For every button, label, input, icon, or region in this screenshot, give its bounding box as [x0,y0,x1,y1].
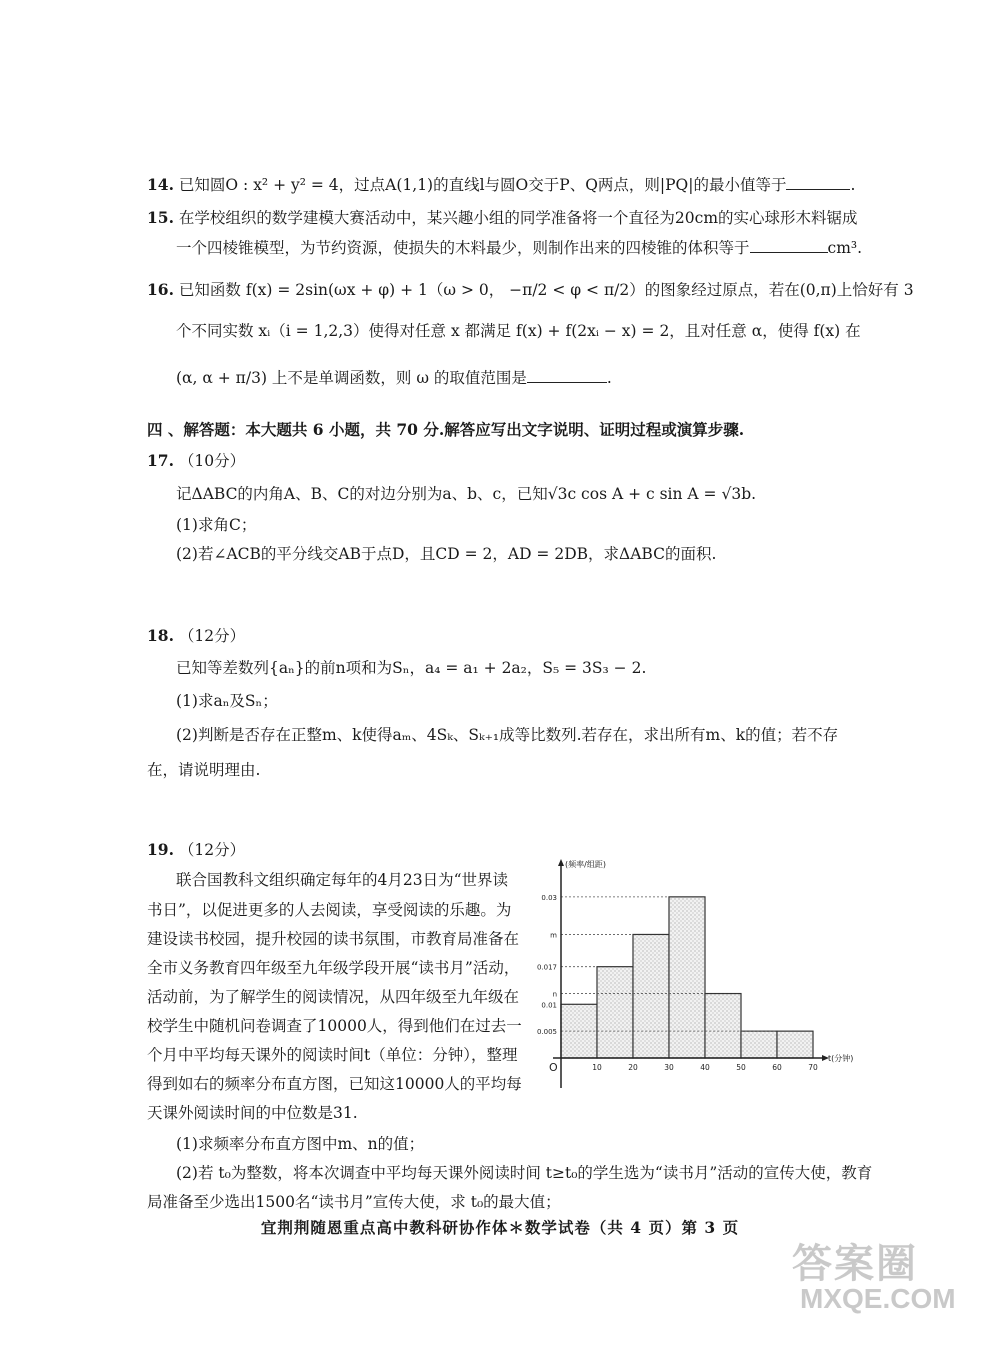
q18-score: （12分） [178,627,246,645]
q18-number: 18. [147,626,174,645]
y-tick-label: 0.01 [541,1001,557,1010]
section-heading: 四 、解答题：本大题共 6 小题，共 70 分.解答应写出文字说明、证明过程或演算步骤. [147,420,745,439]
q19-header [147,839,245,861]
y-tick-label: 0.03 [541,893,557,902]
q15-answer-blank [750,238,828,253]
q19-line-7: 得到如右的频率分布直方图，已知这10000人的平均每 [147,1075,522,1093]
histogram-bar [633,934,669,1058]
q14-number: 14. [147,175,174,194]
q15-number: 15. [147,208,174,227]
q17-stem: 记ΔABC的内角A、B、C的对边分别为a、b、c，已知√3c cos A + c sin A = √3b. [176,485,757,503]
histogram-bar [777,1031,813,1058]
q18-part2: (2)判断是否存在正整m、k使得aₘ、4Sₖ、Sₖ₊₁成等比数列.若存在，求出所有m、k的值；若不存 [176,726,839,744]
q17-part1: (1)求角C； [176,516,257,534]
y-tick-label: n [552,990,557,999]
x-tick-label: 20 [628,1063,638,1072]
page-footer: 宜荆荆随恩重点高中教科研协作体＊数学试卷（共 4 页）第 3 页 [260,1218,740,1237]
q19-number: 19. [147,840,174,859]
q19-part2-cont: 局准备至少选出1500名“读书月”宣传大使，求 t₀的最大值； [147,1193,561,1211]
histogram-bar [705,994,741,1058]
q18-part1: (1)求aₙ及Sₙ； [176,692,278,710]
q16-text-1: 已知函数 f(x) = 2sin(ωx + φ) + 1（ω > 0， −π/2 < φ < π/2）的图象经过原点，若在(0,π)上恰好有 3 [178,281,914,299]
x-tick-label: 10 [592,1063,602,1072]
histogram-bar [669,897,705,1058]
q16-end: . [606,369,612,387]
q15-unit: cm³. [827,239,863,257]
q19-line-0: 联合国教科文组织确定每年的4月23日为“世界读 [176,871,509,889]
q15-text-2: 一个四棱锥模型，为节约资源，使损失的木料最少，则制作出来的四棱锥的体积等于 [176,239,750,257]
q16-text-2: 个不同实数 xᵢ（i = 1,2,3）使得对任意 x 都满足 f(x) + f(2xᵢ − x) = 2，且对任意 α，使得 f(x) 在 [176,322,861,340]
q18-header [147,625,245,647]
q19-line-6: 个月中平均每天课外的阅读时间t（单位：分钟），整理 [147,1046,518,1064]
q15-text-1: 在学校组织的数学建模大赛活动中，某兴趣小组的同学准备将一个直径为20cm的实心球形木料锯成 [178,209,858,227]
histogram-bars [561,897,813,1058]
q16-number: 16. [147,280,174,299]
q17-header [147,450,245,472]
q18-part2-cont: 在，请说明理由. [147,761,261,779]
q16-answer-blank [527,368,607,383]
x-tick-label: 40 [700,1063,710,1072]
q15-line1 [147,207,858,229]
x-axis-label: t(分钟) [828,1054,854,1063]
q19-score: （12分） [178,841,246,859]
q16-text-3: (α, α + π/3) 上不是单调函数，则 ω 的取值范围是 [176,369,527,387]
y-tick-label: 0.005 [536,1028,557,1037]
x-tick-label: 50 [736,1063,746,1072]
q17-part2: (2)若∠ACB的平分线交AB于点D，且CD = 2，AD = 2DB，求ΔABC的面积. [176,545,717,563]
x-tick-label: 60 [772,1063,782,1072]
y-axis-label: (频率/组距) [565,860,606,869]
frequency-histogram [530,858,854,1098]
q19-line-1: 书日”，以促进更多的人去阅读，享受阅读的乐趣。为 [147,901,512,919]
q16-line1 [147,279,914,301]
q14-text: 已知圆O : x² + y² = 4，过点A(1,1)的直线l与圆O交于P、Q两点，则|PQ|的最小值等于 [178,176,787,194]
q19-line-8: 天课外阅读时间的中位数是31. [147,1104,358,1122]
q16-line3 [176,367,612,389]
q19-part1: (1)求频率分布直方图中m、n的值； [176,1135,425,1153]
q16-line2 [176,320,861,342]
q17-score: （10分） [178,452,246,470]
q17-number: 17. [147,451,174,470]
histogram-bar [597,967,633,1058]
watermark-logo: 答案圈 [792,1242,918,1286]
y-tick-label: m [550,931,557,940]
q19-part2: (2)若 t₀为整数，将本次调查中平均每天课外阅读时间 t≥t₀的学生选为“读书月”活动的宣传大使，教育 [176,1164,873,1182]
q14-end: . [850,176,856,194]
watermark-url: MXQE.COM [800,1283,956,1314]
x-tick-label: 70 [808,1063,818,1072]
q18-stem: 已知等差数列{aₙ}的前n项和为Sₙ，a₄ = a₁ + 2a₂，S₅ = 3S₃ − 2. [176,659,647,677]
q19-line-3: 全市义务教育四年级至九年级学段开展“读书月”活动， [147,959,520,977]
q19-line-2: 建设读书校园，提升校园的读书氛围，市教育局准备在 [147,930,520,948]
q15-line2 [176,237,862,259]
q14-line [147,174,855,196]
x-tick-label: 30 [664,1063,674,1072]
y-axis-arrow [558,859,564,866]
histogram-bar [741,1031,777,1058]
y-tick-label: 0.017 [536,963,557,972]
q19-line-4: 活动前，为了解学生的阅读情况，从四年级至九年级在 [147,988,520,1006]
origin-label: O [549,1061,558,1074]
q19-line-5: 校学生中随机问卷调查了10000人，得到他们在过去一 [147,1017,522,1035]
q14-answer-blank [786,175,850,190]
